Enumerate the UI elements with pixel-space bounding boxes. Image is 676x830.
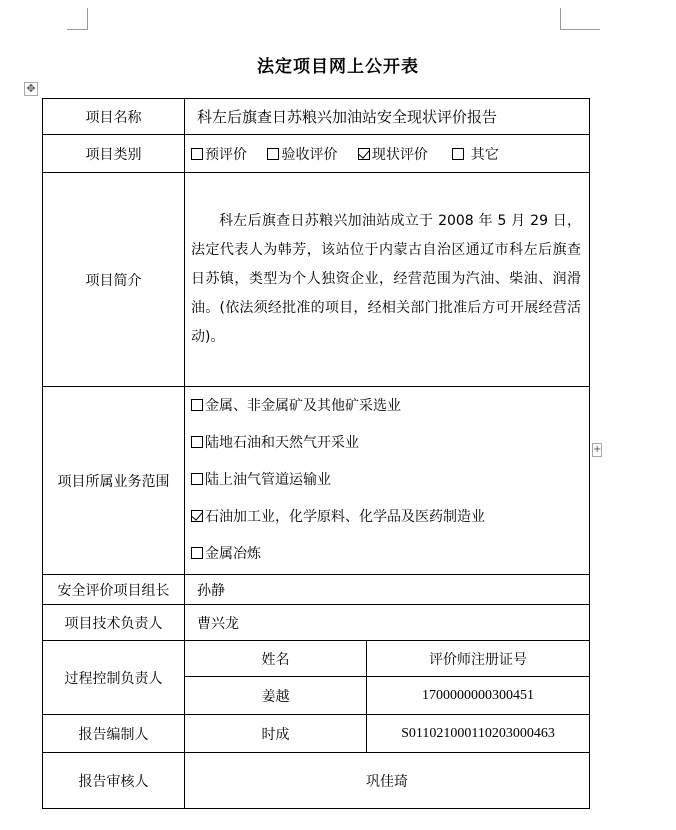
checkbox-icon[interactable]: [191, 148, 203, 160]
process-control-name: 姜越: [185, 677, 367, 715]
value-tech-lead: 曹兴龙: [185, 605, 590, 641]
scope-option-mining[interactable]: 金属、非金属矿及其他矿采选业: [185, 388, 589, 425]
crop-mark-right-vertical: [560, 8, 561, 30]
checkbox-checked-icon[interactable]: [191, 510, 203, 522]
scope-option-pipeline[interactable]: 陆上油气管道运输业: [185, 462, 589, 499]
value-project-category: [185, 135, 590, 173]
checkbox-icon[interactable]: [267, 148, 279, 160]
label-report-author: 报告编制人: [43, 715, 185, 753]
checkbox-icon[interactable]: [452, 148, 464, 160]
checkbox-icon[interactable]: [191, 399, 203, 411]
process-control-cert: 1700000000300451: [367, 677, 590, 715]
value-team-leader: 孙静: [185, 575, 590, 605]
label-project-category: 项目类别: [43, 135, 185, 173]
label-team-leader: 安全评价项目组长: [43, 575, 185, 605]
row-project-category: [43, 135, 590, 173]
report-author-name: 时成: [185, 715, 367, 753]
label-process-control: 过程控制负责人: [43, 641, 185, 715]
category-option-acceptance[interactable]: 验收评价: [267, 147, 337, 163]
row-business-scope: [43, 387, 590, 575]
label-project-intro: 项目简介: [43, 173, 185, 387]
checkbox-checked-icon[interactable]: [358, 148, 370, 160]
row-report-reviewer: [43, 753, 590, 809]
row-report-author: [43, 715, 590, 753]
row-project-intro: [43, 173, 590, 387]
header-cert-number: 评价师注册证号: [367, 641, 590, 677]
checkbox-icon[interactable]: [191, 436, 203, 448]
row-process-header: [43, 641, 590, 677]
disclosure-table: [42, 98, 590, 809]
crop-mark-right-horizontal: [560, 29, 600, 30]
header-name: 姓名: [185, 641, 367, 677]
value-business-scope: [185, 387, 590, 575]
document-title: 法定项目网上公开表: [257, 57, 419, 77]
report-reviewer-name: 巩佳琦: [185, 753, 590, 809]
table-resize-handle-icon[interactable]: +: [593, 444, 602, 455]
crop-mark-left-horizontal: [67, 29, 88, 30]
value-project-intro: 科左后旗查日苏粮兴加油站成立于 2008 年 5 月 29 日，法定代表人为韩芳，该站位于内蒙古自治区通辽市科左后旗查日苏镇，类型为个人独资企业，经营范围为汽油、柴油、润滑油。(依法须经批准的项目，经相关部门批准后方可开展经营活动)。: [185, 173, 590, 387]
category-option-other[interactable]: 其它: [448, 147, 498, 163]
row-team-leader: [43, 575, 590, 605]
row-project-name: [43, 99, 590, 135]
crop-mark-left-vertical: [87, 8, 88, 30]
scope-option-petrochemical[interactable]: 石油加工业，化学原料、化学品及医药制造业: [185, 499, 589, 536]
row-tech-lead: [43, 605, 590, 641]
checkbox-icon[interactable]: [191, 473, 203, 485]
value-project-name: 科左后旗查日苏粮兴加油站安全现状评价报告: [185, 99, 590, 135]
label-report-reviewer: 报告审核人: [43, 753, 185, 809]
label-project-name: 项目名称: [43, 99, 185, 135]
label-business-scope: 项目所属业务范围: [43, 387, 185, 575]
category-option-pre[interactable]: 预评价: [191, 147, 247, 163]
scope-option-metallurgy[interactable]: 金属冶炼: [185, 536, 589, 573]
label-tech-lead: 项目技术负责人: [43, 605, 185, 641]
report-author-cert: S011021000110203000463: [367, 715, 590, 753]
category-option-status[interactable]: 现状评价: [358, 147, 428, 163]
checkbox-icon[interactable]: [191, 547, 203, 559]
scope-option-oil-gas[interactable]: 陆地石油和天然气开采业: [185, 425, 589, 462]
table-move-handle-icon[interactable]: ✥: [24, 82, 38, 96]
